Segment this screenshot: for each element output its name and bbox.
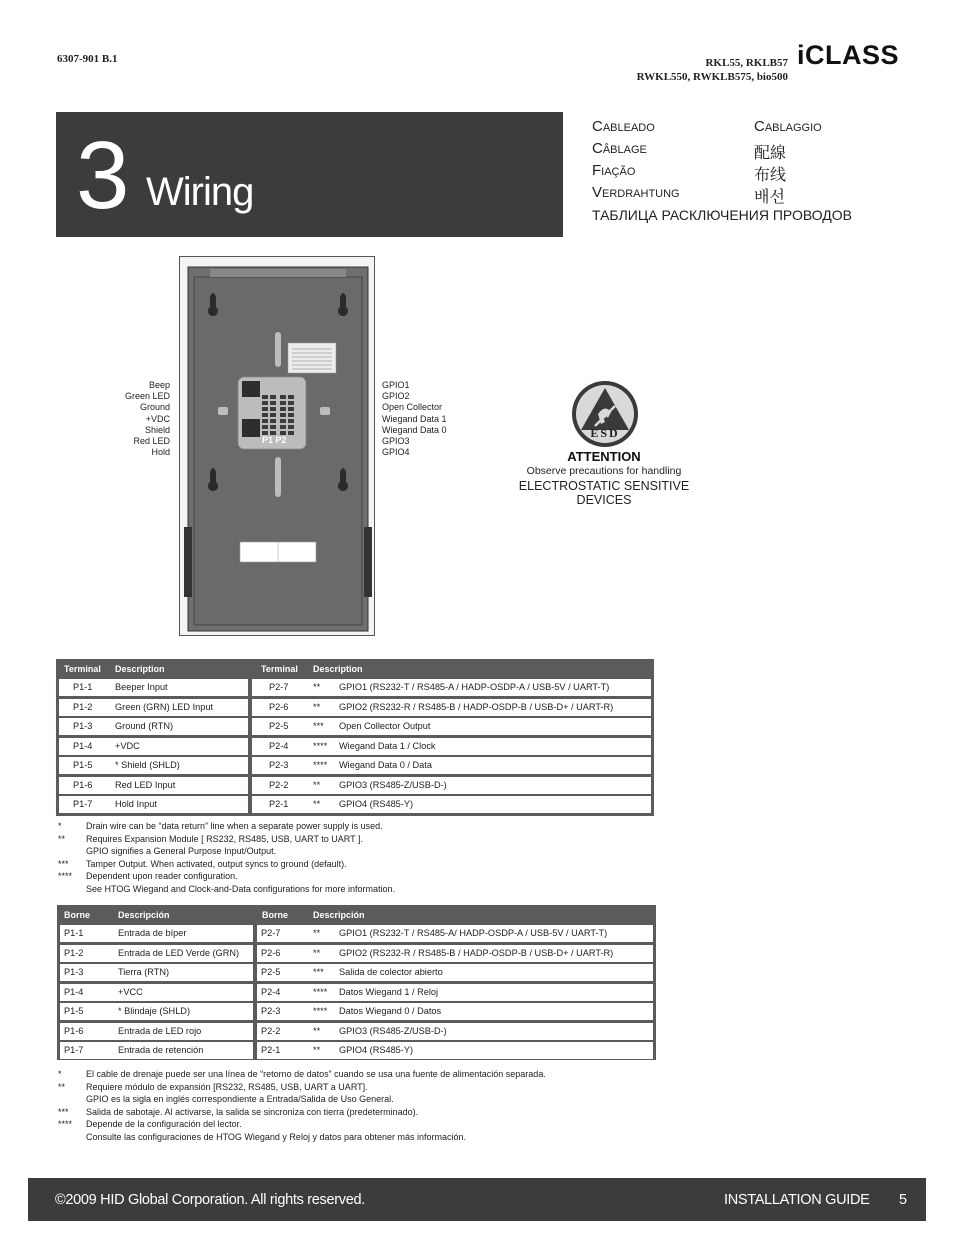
page-footer bbox=[28, 1178, 926, 1221]
table-row bbox=[257, 1003, 653, 1020]
guide-label: INSTALLATION GUIDE bbox=[724, 1192, 870, 1208]
terminal-table-spanish bbox=[57, 905, 656, 1060]
terminal-cell: P1-5 bbox=[73, 760, 93, 770]
footnote-mark: ** bbox=[313, 1045, 321, 1055]
description-cell: GPIO2 (RS232-R / RS485-B / HADP-OSDP-B / USB-D+ / UART-R) bbox=[339, 701, 614, 712]
description-cell: GPIO4 (RS485-Y) bbox=[339, 799, 414, 809]
footnotes-english bbox=[58, 820, 658, 895]
terminal-cell: P2-6 bbox=[269, 701, 289, 712]
table-row bbox=[252, 757, 651, 774]
table-row bbox=[252, 777, 651, 794]
terminal-cell: P2-2 bbox=[269, 779, 289, 790]
terminal-cell: P2-3 bbox=[261, 1006, 281, 1016]
translation-japanese: 配線 bbox=[754, 145, 787, 162]
terminal-cell: P1-6 bbox=[73, 779, 93, 790]
footnote bbox=[58, 1106, 678, 1119]
table-header bbox=[57, 905, 656, 925]
terminal-cell: P1-1 bbox=[73, 682, 93, 692]
footnote-text: See HTOG Wiegand and Clock-and-Data configurations for more information. bbox=[86, 883, 395, 894]
table-row bbox=[257, 945, 653, 962]
model-list bbox=[637, 56, 788, 84]
pin-label: Wiegand Data 0 bbox=[382, 424, 447, 435]
pin-label: +VDC bbox=[145, 413, 170, 424]
footnote-mark: **** bbox=[313, 740, 328, 751]
footnote-mark: ** bbox=[313, 779, 321, 790]
table-row bbox=[60, 1042, 253, 1059]
footnote-mark: **** bbox=[313, 986, 328, 997]
esd-logo-text: ESD bbox=[590, 426, 620, 440]
esd-warning-icon bbox=[571, 380, 639, 448]
footnote bbox=[58, 883, 658, 896]
esd-instruction: Observe precautions for handling bbox=[526, 465, 682, 477]
terminal-cell: P2-1 bbox=[269, 799, 289, 809]
description-cell: GPIO3 (RS485-Z/USB-D-) bbox=[339, 1025, 447, 1036]
translation-italian: Cablaggio bbox=[754, 118, 822, 135]
footnotes-spanish bbox=[58, 1068, 678, 1143]
translation-german: Verdrahtung bbox=[592, 184, 680, 201]
table-row bbox=[257, 1023, 653, 1040]
footnote bbox=[58, 1093, 678, 1106]
footnote-mark: ** bbox=[313, 799, 321, 809]
header-borne: Borne bbox=[262, 910, 289, 920]
footnote bbox=[58, 858, 658, 871]
description-cell: GPIO1 (RS232-T / RS485-A/ HADP-OSDP-A / USB-5V / UART-T) bbox=[339, 928, 608, 938]
terminal-cell: P1-2 bbox=[64, 947, 84, 958]
reader-back-illustration bbox=[180, 257, 376, 637]
description-cell: Tierra (RTN) bbox=[118, 967, 170, 977]
translation-french: Câblage bbox=[592, 140, 647, 157]
terminal-cell: P2-4 bbox=[261, 986, 281, 997]
terminal-cell: P1-4 bbox=[73, 740, 93, 751]
description-cell: GPIO4 (RS485-Y) bbox=[339, 1045, 414, 1055]
footnote-mark: ** bbox=[313, 1025, 321, 1036]
terminal-cell: P2-6 bbox=[261, 947, 281, 958]
footnote-mark: *** bbox=[58, 1106, 69, 1117]
description-cell: Open Collector Output bbox=[339, 721, 431, 731]
header-descripcion: Descripción bbox=[313, 910, 365, 920]
footnote-mark: **** bbox=[313, 760, 328, 770]
table-header bbox=[56, 659, 654, 679]
footnote-mark: *** bbox=[58, 858, 69, 869]
terminal-cell: P2-5 bbox=[261, 967, 281, 977]
terminal-cell: P1-7 bbox=[73, 799, 93, 809]
footnote-mark: * bbox=[58, 1069, 62, 1079]
table-row bbox=[252, 718, 651, 735]
terminal-cell: P2-1 bbox=[261, 1045, 281, 1055]
pin-label: Green LED bbox=[124, 391, 170, 402]
description-cell: Entrada de LED Verde (GRN) bbox=[118, 947, 240, 958]
copyright-notice: ©2009 HID Global Corporation. All rights reserved. bbox=[55, 1192, 366, 1208]
description-cell: Salida de colector abierto bbox=[339, 967, 443, 977]
description-cell: Wiegand Data 1 / Clock bbox=[339, 740, 436, 751]
footnote-text: Drain wire can be “data return” line when a separate power supply is used. bbox=[86, 821, 383, 831]
description-cell: Entrada de retención bbox=[118, 1045, 204, 1055]
description-cell: GPIO3 (RS485-Z/USB-D-) bbox=[339, 779, 447, 790]
section-title: Wiring bbox=[146, 170, 254, 214]
document-number: 6307-901 B.1 bbox=[57, 53, 118, 65]
footnote-mark: *** bbox=[313, 967, 324, 977]
terminal-cell: P1-7 bbox=[64, 1045, 84, 1055]
footnote bbox=[58, 1131, 678, 1144]
translation-spanish: Cableado bbox=[592, 118, 655, 135]
terminal-cell: P1-5 bbox=[64, 1006, 84, 1016]
description-cell: GPIO1 (RS232-T / RS485-A / HADP-OSDP-A / USB-5V / UART-T) bbox=[339, 682, 610, 692]
terminal-cell: P1-6 bbox=[64, 1025, 84, 1036]
page-number: 5 bbox=[899, 1192, 908, 1208]
description-cell: Ground (RTN) bbox=[115, 721, 174, 731]
footnote-text: Salida de sabotaje. Al activarse, la salida se sincroniza con tierra (predeterminado). bbox=[86, 1106, 419, 1117]
reader-back-diagram bbox=[179, 256, 375, 636]
table-row bbox=[59, 718, 248, 735]
pin-label: GPIO2 bbox=[382, 391, 410, 402]
pin-label: GPIO3 bbox=[382, 436, 410, 447]
table-row bbox=[59, 796, 248, 813]
footnote-mark: ** bbox=[313, 947, 321, 958]
terminal-cell: P1-3 bbox=[73, 721, 93, 731]
model-line-2: RWKL550, RWKLB575, bio500 bbox=[636, 71, 788, 83]
description-cell: Entrada de LED rojo bbox=[118, 1025, 202, 1036]
footnote-text: GPIO es la sigla en inglés correspondiente a Entrada/Salida de Uso General. bbox=[86, 1094, 394, 1104]
header-descripcion: Descripción bbox=[118, 910, 170, 920]
table-row bbox=[252, 796, 651, 813]
terminal-cell: P1-2 bbox=[73, 701, 93, 712]
table-row bbox=[252, 699, 651, 716]
footnote bbox=[58, 845, 658, 858]
table-row bbox=[60, 1003, 253, 1020]
header-description: Description bbox=[115, 664, 165, 674]
footnote-text: El cable de drenaje puede ser una línea de “retorno de datos” cuando se usa una fuente de alimentación separada. bbox=[86, 1069, 546, 1079]
p1-pin-labels bbox=[60, 380, 170, 458]
table-row bbox=[60, 925, 253, 942]
table-row bbox=[257, 984, 653, 1001]
section-number: 3 bbox=[76, 122, 130, 229]
description-cell: +VDC bbox=[115, 740, 140, 751]
table-row bbox=[257, 964, 653, 981]
terminal-cell: P2-7 bbox=[269, 682, 289, 692]
table-row bbox=[59, 738, 248, 755]
header-description: Description bbox=[313, 664, 363, 674]
pin-label: Beep bbox=[148, 380, 170, 390]
terminal-cell: P2-2 bbox=[261, 1025, 281, 1036]
connector-label: P1 P2 bbox=[262, 435, 287, 445]
pin-label: GPIO4 bbox=[382, 447, 410, 458]
description-cell: Green (GRN) LED Input bbox=[115, 701, 214, 712]
header-borne: Borne bbox=[64, 910, 91, 920]
pin-label: Shield bbox=[144, 424, 170, 435]
table-row bbox=[257, 925, 653, 942]
footnote-text: Consulte las configuraciones de HTOG Wiegand y Reloj y datos para obtener más información. bbox=[86, 1131, 467, 1142]
description-cell: Datos Wiegand 1 / Reloj bbox=[339, 986, 439, 997]
section-title-block bbox=[56, 112, 563, 237]
terminal-cell: P1-3 bbox=[64, 967, 84, 977]
table-row bbox=[60, 945, 253, 962]
terminal-cell: P2-4 bbox=[269, 740, 289, 751]
pin-label: Hold bbox=[151, 447, 170, 458]
footnote-mark: ** bbox=[313, 682, 321, 692]
terminal-cell: P2-5 bbox=[269, 721, 289, 731]
description-cell: Beeper Input bbox=[115, 682, 168, 692]
table-row bbox=[59, 757, 248, 774]
footnote bbox=[58, 820, 658, 833]
footnote bbox=[58, 870, 658, 883]
footnote bbox=[58, 1081, 678, 1094]
footnote-mark: ** bbox=[58, 833, 66, 844]
footnote-mark: *** bbox=[313, 721, 324, 731]
terminal-cell: P1-4 bbox=[64, 986, 84, 997]
description-cell: * Shield (SHLD) bbox=[115, 760, 180, 770]
footnote-mark: **** bbox=[58, 871, 73, 881]
table-row bbox=[257, 1042, 653, 1059]
table-row bbox=[60, 964, 253, 981]
table-row bbox=[252, 738, 651, 755]
footnote-text: Dependent upon reader configuration. bbox=[86, 871, 238, 881]
footnote bbox=[58, 1118, 678, 1131]
terminal-cell: P1-1 bbox=[64, 928, 84, 938]
translation-portuguese: Fiação bbox=[592, 162, 636, 179]
description-cell: * Blindaje (SHLD) bbox=[118, 1006, 190, 1016]
footnote-mark: **** bbox=[313, 1006, 328, 1016]
pin-label: GPIO1 bbox=[382, 380, 410, 390]
description-cell: Entrada de bíper bbox=[118, 928, 187, 938]
description-cell: Hold Input bbox=[115, 799, 157, 809]
pin-label: Open Collector bbox=[382, 402, 443, 413]
description-cell: Red LED Input bbox=[115, 779, 176, 790]
description-cell: +VCC bbox=[118, 986, 143, 997]
table-row bbox=[60, 984, 253, 1001]
terminal-table-english bbox=[56, 659, 654, 816]
p2-pin-labels bbox=[382, 380, 502, 458]
description-cell: GPIO2 (RS232-R / RS485-B / HADP-OSDP-B / USB-D+ / UART-R) bbox=[339, 947, 614, 958]
footnote-text: GPIO signifies a General Purpose Input/Output. bbox=[86, 846, 277, 856]
footnote-mark: ** bbox=[313, 928, 321, 938]
table-row bbox=[252, 679, 651, 696]
footnote-mark: ** bbox=[313, 701, 321, 712]
brand-logo: iCLASS bbox=[797, 40, 900, 70]
translation-russian: ТАБЛИЦА РАСКЛЮЧЕНИЯ ПРОВОДОВ bbox=[592, 207, 852, 223]
pin-label: Wiegand Data 1 bbox=[382, 413, 447, 424]
footnote-text: Requiere módulo de expansión [RS232, RS485, USB, UART a UART]. bbox=[86, 1081, 368, 1092]
table-row bbox=[60, 1023, 253, 1040]
footnote bbox=[58, 833, 658, 846]
pin-label: Red LED bbox=[133, 436, 170, 447]
header-terminal: Terminal bbox=[64, 664, 101, 674]
footnote-text: Depende de la configuración del lector. bbox=[86, 1119, 242, 1129]
footnote bbox=[58, 1068, 678, 1081]
table-row bbox=[59, 777, 248, 794]
terminal-cell: P2-7 bbox=[261, 928, 281, 938]
footnote-text: Tamper Output. When activated, output syncs to ground (default). bbox=[86, 858, 347, 869]
table-row bbox=[59, 699, 248, 716]
description-cell: Datos Wiegand 0 / Datos bbox=[339, 1006, 442, 1016]
translation-chinese: 布线 bbox=[754, 167, 787, 184]
footnote-mark: ** bbox=[58, 1081, 66, 1092]
footnote-mark: * bbox=[58, 821, 62, 831]
description-cell: Wiegand Data 0 / Data bbox=[339, 760, 432, 770]
table-row bbox=[59, 679, 248, 696]
footnote-text: Requires Expansion Module [ RS232, RS485, USB, UART to UART ]. bbox=[86, 833, 363, 844]
model-line-1: RKL55, RKLB57 bbox=[705, 57, 788, 69]
esd-attention-title: ATTENTION bbox=[567, 449, 641, 464]
footnote-mark: **** bbox=[58, 1119, 73, 1129]
pin-label: Ground bbox=[139, 402, 170, 413]
esd-device-warning: ELECTROSTATIC SENSITIVE DEVICES bbox=[518, 479, 690, 507]
header-terminal: Terminal bbox=[261, 664, 298, 674]
translation-korean: 배선 bbox=[754, 189, 785, 206]
terminal-cell: P2-3 bbox=[269, 760, 289, 770]
